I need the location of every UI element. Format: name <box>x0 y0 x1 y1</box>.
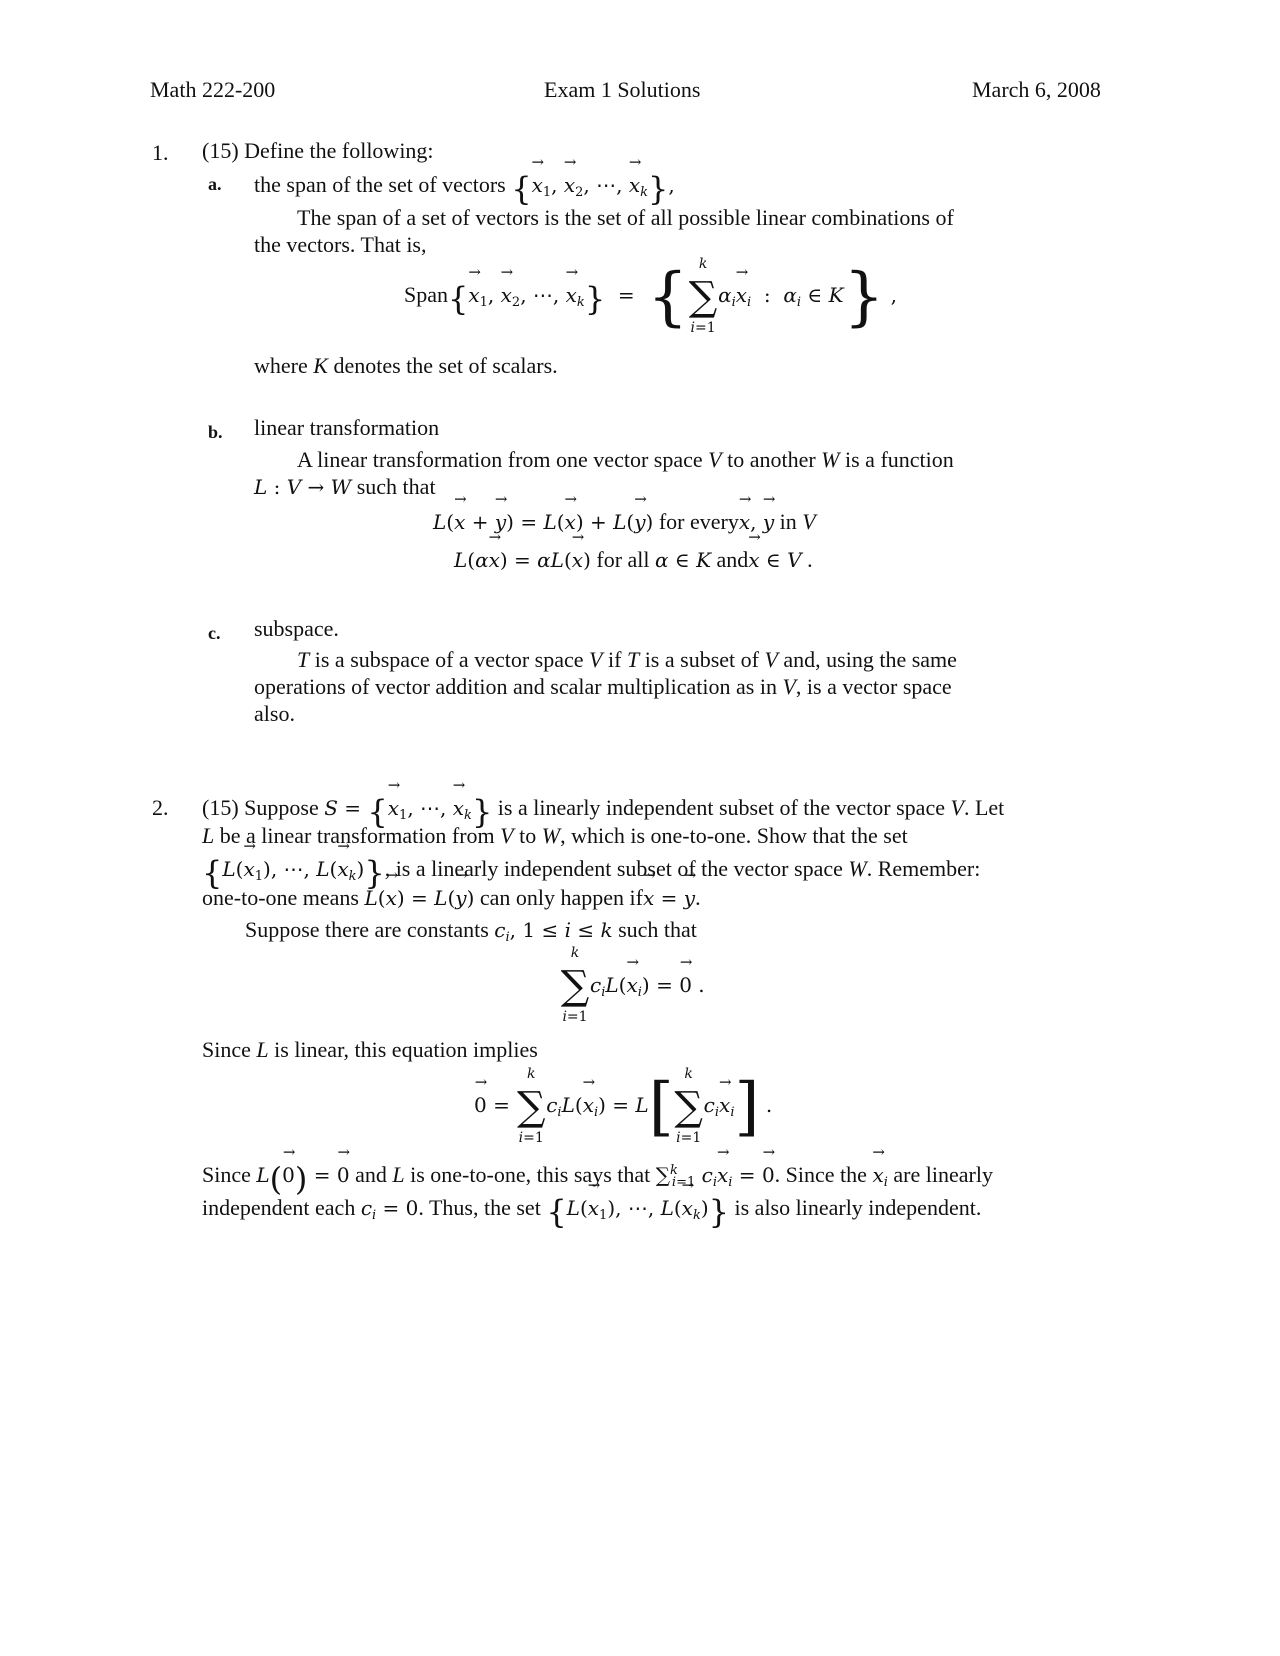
p2-final1-a: Since <box>202 1162 251 1187</box>
problem2-line3: {$L(\to x_1)$, ⋯, $L(\to x_k)$}, is a linearly independent subset of the vector space W. Remember: <box>202 852 980 894</box>
p2-line1-c: . Let <box>963 795 1005 820</box>
c-line1-c: is a subset of <box>644 647 759 672</box>
problem1c-line2: operations of vector addition and scalar multiplication as in V, is a vector space <box>254 674 952 699</box>
where-prefix: where <box>254 353 308 378</box>
p2-line3-c: . Remember: <box>866 856 981 881</box>
problem2-number: 2. <box>152 795 169 820</box>
p2-final1-b: and <box>355 1162 387 1187</box>
b-line1-c: is a function <box>845 447 954 472</box>
c-line1-d: and, using the same <box>783 647 957 672</box>
sum-equals-zero-equation: k ∑ i=1 $c_iL(\to x_i)$ = → 0 . <box>560 966 705 1006</box>
c-line1-a: is a subspace of a vector space <box>314 647 584 672</box>
p2-final1-e: are linearly <box>893 1162 993 1187</box>
problem1b-label: b. <box>208 422 223 442</box>
p2-suppose-a: Suppose there are constants <box>245 917 489 942</box>
problem1a-question-text: the span of the set of vectors <box>254 172 506 197</box>
p2-line4-a: one-to-one means <box>202 885 359 910</box>
c-line2: operations of vector addition and scalar multiplication as in <box>254 674 777 699</box>
problem1a-answer-line1: The span of a set of vectors is the set of all possible linear combinations of <box>297 205 954 230</box>
problem1c-question: subspace. <box>254 616 339 641</box>
span-word: Span <box>404 282 448 307</box>
p2-line2-b: to <box>519 823 537 848</box>
header-course: Math 222-200 <box>150 77 276 102</box>
p2-suppose-b: such that <box>618 917 697 942</box>
c-line2-end: , is a vector space <box>795 674 952 699</box>
p2-since-linear-b: is linear, this equation implies <box>274 1037 538 1062</box>
p2-final1-d: . Since the <box>774 1162 867 1187</box>
b-line1-a: A linear transformation from one vector space <box>297 447 703 472</box>
p2-final2-c: is also linearly independent. <box>734 1195 982 1220</box>
p2-final2-a: independent each <box>202 1195 356 1220</box>
homogeneity-equation: L(α→ x) = αL(→ x) for all α ∈ K and→ x ∈ V . <box>454 546 813 574</box>
p2-since-linear-a: Since <box>202 1037 251 1062</box>
problem1b-question: linear transformation <box>254 415 440 440</box>
additivity-equation: L(→ x + → y) = L(→ x) + L(→ y) for every→ x, → y in V <box>433 508 816 536</box>
problem1-prompt: (15) Define the following: <box>202 138 434 163</box>
problem2-line1: (15) Suppose S = {→ $x_1$, ⋯, → $x_k$} is a linearly independent subset of the vector space V. Let <box>202 791 1004 833</box>
problem1b-line1: A linear transformation from one vector space V to another W is a function <box>297 447 954 472</box>
span-equation: Span{→ $x_1$, → $x_2$, ⋯, → $x_k$} = { k ∑ i=1 $\alpha_i\to x_i$ : $\alpha_i$ ∈ K} , <box>404 276 897 320</box>
vector-set-formula: {→ $x_1$, → $x_2$, ⋯, → $x_k$}, <box>511 173 675 197</box>
problem1-number: 1. <box>152 140 169 165</box>
p2-line3-b: , is a linearly independent subset of the vector space <box>384 856 843 881</box>
problem1b-line2: L : V → W such that <box>254 474 436 499</box>
problem2-suppose: Suppose there are constants $c_i$, 1 ≤ i ≤ k such that <box>245 917 697 945</box>
eq2-tail: for all <box>596 547 650 572</box>
where-rest: denotes the set of scalars. <box>333 353 558 378</box>
b-line2-rest: such that <box>356 474 436 499</box>
header-title: Exam 1 Solutions <box>544 77 701 102</box>
problem1c-label: c. <box>208 623 221 643</box>
problem2-line4: one-to-one means L(→ x) = L(→ y) can only happen if→ x = → y. <box>202 884 701 912</box>
problem1a-label: a. <box>208 174 222 194</box>
problem2-final-line1: Since L(→ 0) = → 0 and L is one-to-one, this says that ∑$^k_{i=1}$ $c_i\to x_i$ = → 0. Since the → $x_i$ are linearly <box>202 1158 993 1200</box>
p2-line2-a: be a linear transformation from <box>219 823 495 848</box>
problem2-line2: L be a linear transformation from V to W, which is one-to-one. Show that the set <box>202 823 908 848</box>
eq1-in: in <box>779 509 797 534</box>
p2-line1-a: (15) Suppose <box>202 795 319 820</box>
b-line1-b: to another <box>727 447 816 472</box>
p2-line2-c: , which is one-to-one. Show that the set <box>560 823 908 848</box>
p2-final2-b: . Thus, the set <box>418 1195 541 1220</box>
header-date: March 6, 2008 <box>972 77 1101 102</box>
problem2-since-linear: Since L is linear, this equation implies <box>202 1037 538 1062</box>
eq2-and: and <box>716 547 749 572</box>
problem1a-where: where K denotes the set of scalars. <box>254 353 558 378</box>
linearity-equation: → 0 = k ∑ i=1 $c_iL(\to x_i) = L$[ k ∑ i=1 $c_i\to x_i$] . <box>474 1086 772 1128</box>
p2-line1-b: is a linearly independent subset of the vector space <box>497 795 945 820</box>
problem1c-line1: T is a subspace of a vector space V if T is a subset of V and, using the same <box>297 647 957 672</box>
eq1-tail: for every <box>658 509 739 534</box>
problem1c-line3: also. <box>254 701 295 726</box>
problem2-final-line2: independent each $c_i = 0$. Thus, the set {$L(\to x_1)$, ⋯, $L(\to x_k)$} is also linearly independent. <box>202 1191 981 1233</box>
p2-line4-b: can only happen if <box>479 885 643 910</box>
p2-final1-c: is one-to-one, this says that <box>410 1162 651 1187</box>
problem1a-answer-line2: the vectors. That is, <box>254 232 427 257</box>
c-line1-b: if <box>607 647 622 672</box>
